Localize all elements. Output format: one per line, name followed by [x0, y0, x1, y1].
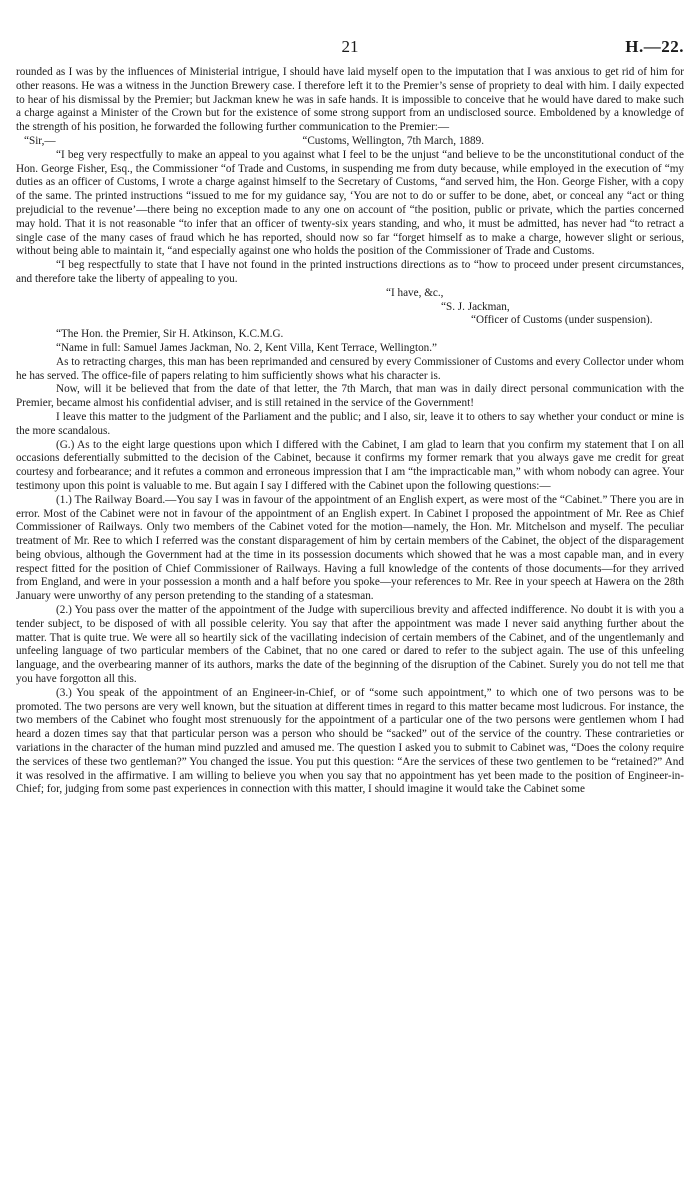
- letter-addressee: “The Hon. the Premier, Sir H. Atkinson, K.C.M.G.: [56, 328, 284, 341]
- letter-fullname: “Name in full: Samuel James Jackman, No. 2, Kent Villa, Kent Terrace, Wellington.”: [56, 341, 438, 354]
- series-code: H.—22.: [625, 37, 684, 56]
- paragraph-railway-board: (1.) The Railway Board.—You say I was in favour of the appointment of an English expert, as were most of the “Cabinet.” There you are in error. Most of the Cabinet were not in favour of the appointment of an English expert. In Cabinet I proposed the appointment of Mr. Ree as Chief Commissioner of Railways. Only two members of the Cabinet voted for the motion—namely, the Hon. Mr. Mitchelson and myself. The peculiar treatment of Mr. Ree to which I referred was the constant disparagement of him by certain members of the Cabinet, the object of the disparagement being obvious, although the Government had at the time in its possession documents which showed that he was a most capable man, and in every respect fitted for the position of Chief Commissioner of Railways. Having a full knowledge of the contents of those documents—for they arrived from England, and were in your possession a month and a half before you spoke—your references to Mr. Ree in your speech at Hawera on the 28th January were unworthy of any person pretending to the standing of a statesman.: [16, 493, 684, 603]
- letter-close-1: “I have, &c.,: [386, 286, 444, 299]
- letter-close-2: “S. J. Jackman,: [441, 300, 510, 313]
- paragraph-leave: I leave this matter to the judgment of the Parliament and the public; and I also, sir, leave it to others to say whether your conduct or mine is the more scandalous.: [16, 410, 684, 437]
- letter-salutation: “Sir,—: [24, 134, 56, 147]
- paragraph-opening: rounded as I was by the influences of Ministerial intrigue, I should have laid myself open to the imputation that I was anxious to get rid of him for other reasons. He was a witness in the Junction Brewery case. I therefore left it to the Premier’s sense of propriety to deal with him. I daily expected to hear of his dismissal by the Premier; but Jackman knew he was in safe hands. It is impossible to conceive that he would have dared to make such a charge against a Minister of the Crown but for the existence of some strong support from an undisclosed source. Emboldened by a knowledge of the strength of his position, he forwarded the following further communication to the Premier:—: [16, 66, 684, 134]
- paragraph-engineer-in-chief: (3.) You speak of the appointment of an Engineer-in-Chief, or of “some such appointment,” to which one of two persons was to be promoted. The two persons are very well known, but the situation at different times in regard to this matter became most ludicrous. For instance, the two members of the Cabinet who fought most strenuously for the appointment of a particular one of the two persons were gentlemen whom I had heard a dozen times say that that particular person was a person who should be “sacked” out of the service of the country. These contrarieties or variations in the character of the human mind puzzled and amused me. The question I asked you to submit to Cabinet was, “Does the colony require the services of these two gentleman?” You changed the issue. You put this question: “Are the services of these two gentlemen to be “retained?” And it was resolved in the affirmative. I am willing to believe you when you say that no appointment has yet been made to the position of Engineer-in-Chief; for, judging from some past experiences in connection with this matter, I should imagine it would take the Cabinet some: [16, 686, 684, 796]
- page-number: 21: [341, 37, 359, 56]
- letter-close-3: “Officer of Customs (under suspension).: [471, 314, 653, 327]
- paragraph-g: (G.) As to the eight large questions upon which I differed with the Cabinet, I am glad to learn that you confirm my statement that I on all occasions deferentially submitted to the decision of the Cabinet, because it confirms my former remark that you always gave me credit for great courtesy and forbearance; and it refutes a common and erroneous impression that I am “the impracticable man,” with whom nobody can agree. Your testimony upon this point is valuable to me. But again I say I differed with the Cabinet upon the following questions:—: [16, 438, 684, 492]
- paragraph-judge: (2.) You pass over the matter of the appointment of the Judge with supercilious brevity and affected indifference. No doubt it is with you a tender subject, to be disposed of with all possible celerity. You say that after the appointment was made I never said anything further about the matter. That is quite true. We were all so heartily sick of the vacillating indecision of certain members of the Cabinet, and of the ungentlemanly and unfeeling language of two particular members of the Cabinet, that no one cared or dared to refer to the subject again. The use of this unfeeling language, and the overbearing manner of its authors, marks the date of the beginning of the disruption of the Cabinet. Surely you do not tell me that you have forgotton all this.: [16, 604, 684, 686]
- paragraph-retracting: As to retracting charges, this man has been reprimanded and censured by every Commissioner of Customs and every Collector under whom he has served. The office-file of papers relating to him sufficiently shows what his character is.: [16, 355, 684, 382]
- letter-body-2: “I beg respectfully to state that I have not found in the printed instructions directions as to “how to proceed under present circumstances, and therefore take the liberty of appealing to you.: [16, 259, 684, 285]
- page-header: [16, 37, 684, 66]
- letter-dateline: “Customs, Wellington, 7th March, 1889.: [302, 134, 484, 147]
- letter-body-1: “I beg very respectfully to make an appeal to you against what I feel to be the unjust “and believe to be the unconstitutional conduct of the Hon. George Fisher, Esq., the Commissioner “of Trade and Customs, in suspending me from duty because, while employed in the execution of “my duties as an officer of Customs, I wrote a charge against himself to the Secretary of Customs, “and served him, the Hon. George Fisher, with a copy of the same. The printed instructions “issued to me for my guidance say, ‘You are not to do or suffer to be done, abet, or conceal any “act or thing prejudicial to the revenue’—there being no exception made to any one on account of “the position, public or private, which the parties concerned may hold. That it is not reasonable “to infer that an officer of twenty-six years standing, and who, it must be admitted, has never had “to retract a single case of the many cases of fraud which he has reported, should now so far “forget himself as to make a charge, however slight or serious, without being able to maintain it, “and especially against one who holds the position of the Commissioner of Trade and Customs.: [16, 148, 684, 258]
- paragraph-now: Now, will it be believed that from the date of that letter, the 7th March, that man was in daily direct personal communication with the Premier, became almost his confidential adviser, and is still retained in the service of the Government!: [16, 383, 684, 410]
- letter-heading: [16, 135, 684, 149]
